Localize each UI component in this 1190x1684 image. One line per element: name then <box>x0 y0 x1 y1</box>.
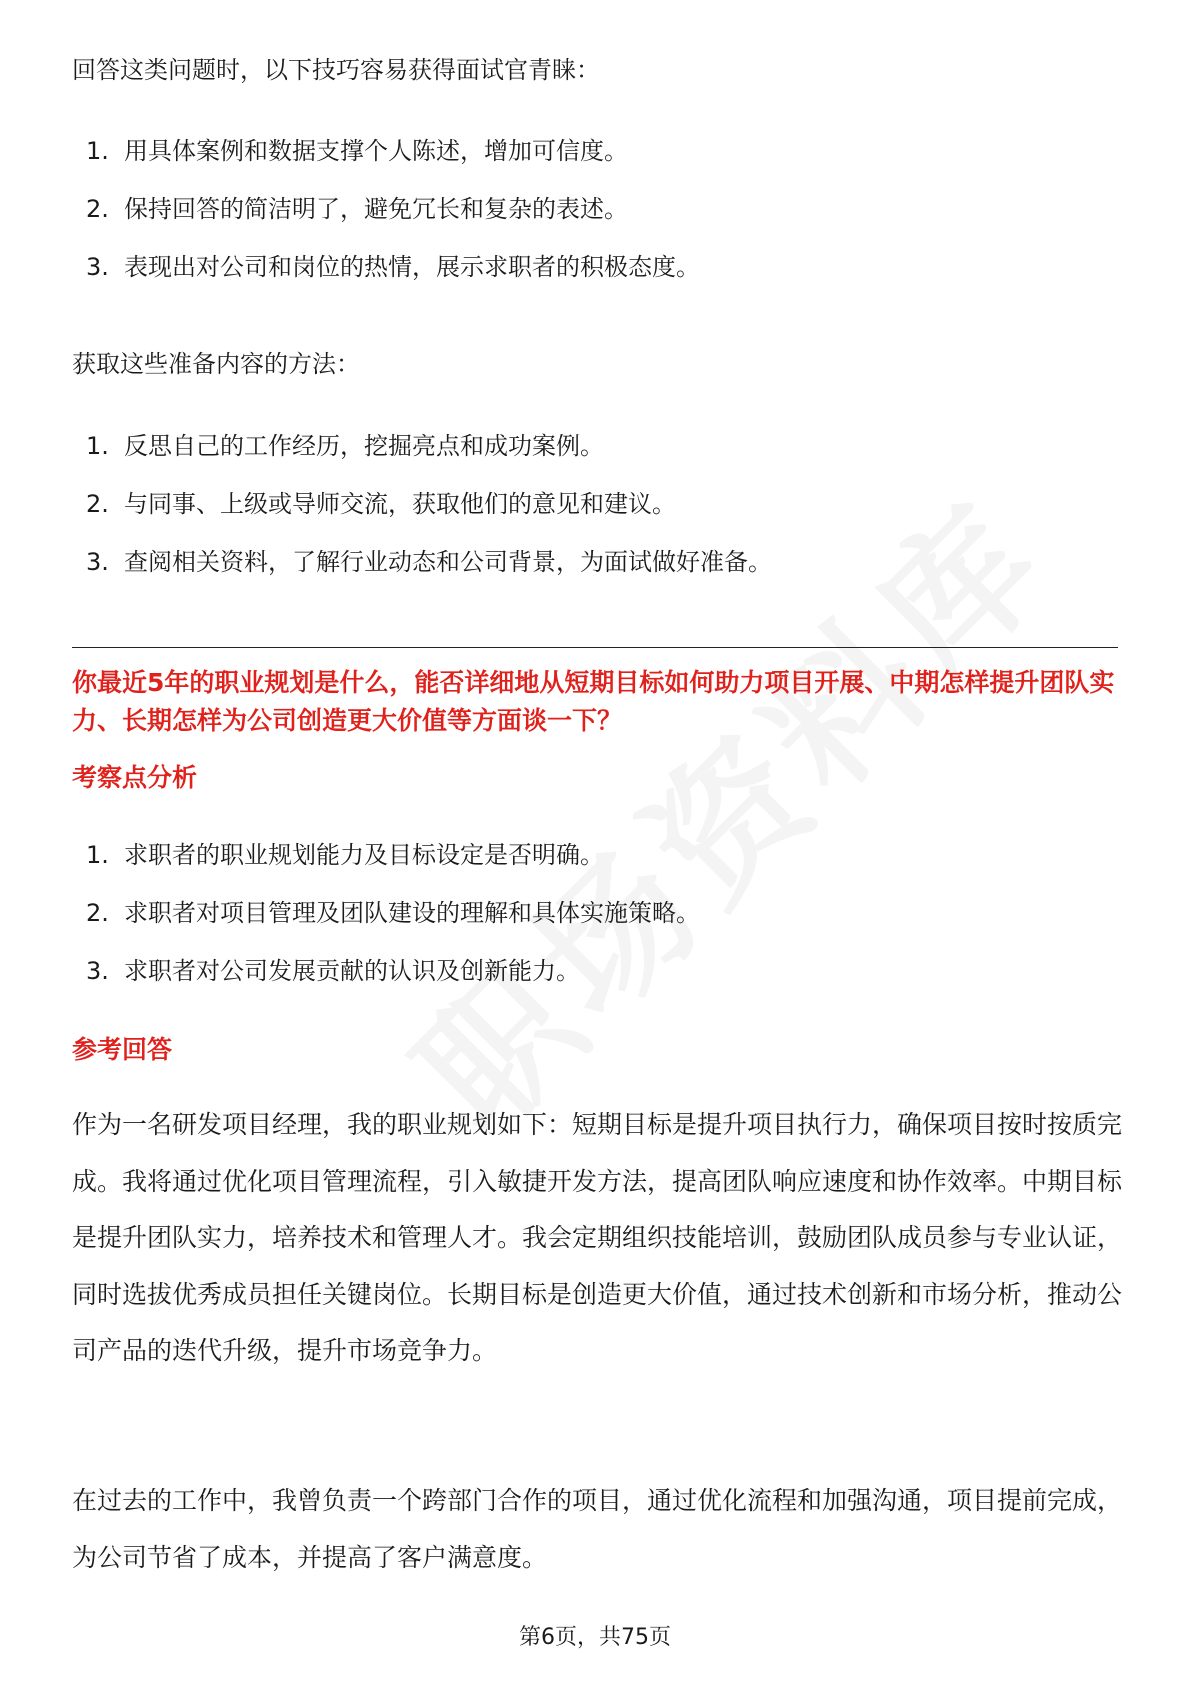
prep-list <box>72 417 1112 591</box>
tips-list <box>72 122 1112 296</box>
list-item <box>72 180 1112 238</box>
list-number: 2. <box>86 195 109 223</box>
list-item <box>72 417 1112 475</box>
list-text: 反思自己的工作经历，挖掘亮点和成功案例。 <box>124 432 604 460</box>
list-number: 3. <box>86 957 109 985</box>
analysis-heading: 考察点分析 <box>72 763 198 792</box>
list-number: 3. <box>86 548 109 576</box>
list-item <box>72 942 1112 1000</box>
list-text: 用具体案例和数据支撑个人陈述，增加可信度。 <box>124 137 628 165</box>
list-item <box>72 122 1112 180</box>
list-number: 2. <box>86 899 109 927</box>
list-text: 求职者对公司发展贡献的认识及创新能力。 <box>124 957 580 985</box>
list-text: 保持回答的简洁明了，避免冗长和复杂的表述。 <box>124 195 628 223</box>
answer-heading: 参考回答 <box>72 1035 173 1064</box>
list-item <box>72 533 1112 591</box>
interview-question: 你最近5年的职业规划是什么，能否详细地从短期目标如何助力项目开展、中期怎样提升团队实力、长期怎样为公司创造更大价值等方面谈一下？ <box>72 668 1115 735</box>
page-footer: 第6页，共75页 <box>519 1625 671 1650</box>
prep-intro: 获取这些准备内容的方法： <box>72 350 360 378</box>
section-divider <box>72 647 1118 648</box>
list-text: 查阅相关资料，了解行业动态和公司背景，为面试做好准备。 <box>124 548 772 576</box>
answer-paragraph-2: 在过去的工作中，我曾负责一个跨部门合作的项目，通过优化流程和加强沟通，项目提前完成，为公司节省了成本，并提高了客户满意度。 <box>72 1486 1123 1572</box>
list-text: 表现出对公司和岗位的热情，展示求职者的积极态度。 <box>124 253 700 281</box>
list-text: 与同事、上级或导师交流，获取他们的意见和建议。 <box>124 490 676 518</box>
analysis-list <box>72 826 1112 1000</box>
list-item <box>72 475 1112 533</box>
list-number: 1. <box>86 841 109 869</box>
list-number: 3. <box>86 253 109 281</box>
list-item <box>72 238 1112 296</box>
list-text: 求职者对项目管理及团队建设的理解和具体实施策略。 <box>124 899 700 927</box>
list-text: 求职者的职业规划能力及目标设定是否明确。 <box>124 841 604 869</box>
answer-paragraph-1: 作为一名研发项目经理，我的职业规划如下：短期目标是提升项目执行力，确保项目按时按质完成。我将通过优化项目管理流程，引入敏捷开发方法，提高团队响应速度和协作效率。中期目标是提升团队实力，培养技术和管理人才。我会定期组织技能培训，鼓励团队成员参与专业认证，同时选拔优秀成员担任关键岗位。长期目标是创造更大价值，通过技术创新和市场分析，推动公司产品的迭代升级，提升市场竞争力。 <box>72 1110 1123 1365</box>
list-item <box>72 826 1112 884</box>
tips-intro: 回答这类问题时，以下技巧容易获得面试官青睐： <box>72 56 600 84</box>
list-item <box>72 884 1112 942</box>
list-number: 1. <box>86 137 109 165</box>
list-number: 2. <box>86 490 109 518</box>
list-number: 1. <box>86 432 109 460</box>
